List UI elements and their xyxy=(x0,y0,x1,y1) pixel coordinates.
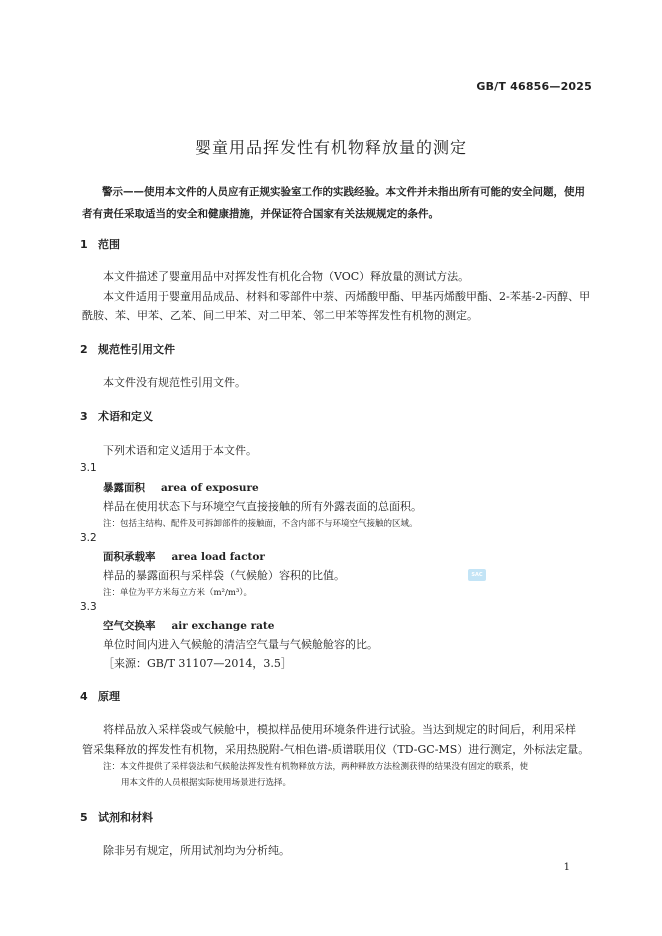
term-heading xyxy=(103,549,265,564)
watermark-logo: SAC xyxy=(468,569,486,581)
scope-paragraph-1: 本文件描述了婴童用品中对挥发性有机化合物（VOC）释放量的测试方法。 xyxy=(103,270,470,283)
term-definition: 样品的暴露面积与采样袋（气候舱）容积的比值。 xyxy=(103,569,345,582)
term-note: 注：包括主结构、配件及可拆卸部件的接触面，不含内部不与环境空气接触的区域。 xyxy=(103,519,418,529)
reagents-paragraph: 除非另有规定，所用试剂均为分析纯。 xyxy=(103,844,290,857)
principle-note-line-1: 注：本文件提供了采样袋法和气候舱法挥发性有机物释放方法，两种释放方法检测获得的结果没有固定的联系，使 xyxy=(103,762,529,772)
term-note: 注：单位为平方米每立方米（m²/m³）。 xyxy=(103,588,253,598)
section-heading-reagents xyxy=(80,809,153,825)
section-title: 范围 xyxy=(98,238,120,251)
term-name-zh: 暴露面积 xyxy=(103,482,145,494)
section-number: 1 xyxy=(80,238,88,251)
term-number: 3.1 xyxy=(80,462,97,474)
section-title: 试剂和材料 xyxy=(98,811,153,824)
term-name-en: air exchange rate xyxy=(171,620,275,632)
principle-note-line-2: 用本文件的人员根据实际使用场景进行选择。 xyxy=(121,778,292,788)
page-number: 1 xyxy=(563,862,570,873)
section-title: 术语和定义 xyxy=(98,410,153,423)
scope-paragraph-2-line-2: 酰胺、苯、甲苯、乙苯、间二甲苯、对二甲苯、邻二甲苯等挥发性有机物的测定。 xyxy=(82,309,478,322)
term-name-en: area of exposure xyxy=(161,482,259,494)
standard-number: GB/T 46856—2025 xyxy=(476,80,592,93)
section-heading-normative-references xyxy=(80,341,175,357)
section-title: 原理 xyxy=(98,690,120,703)
section-title: 规范性引用文件 xyxy=(98,343,175,356)
principle-paragraph-line-2: 管采集释放的挥发性有机物，采用热脱附-气相色谱-质谱联用仪（TD-GC-MS）进行测定，外标法定量。 xyxy=(82,743,590,756)
term-source: ［来源：GB/T 31107—2014，3.5］ xyxy=(103,657,292,670)
document-title: 婴童用品挥发性有机物释放量的测定 xyxy=(194,138,467,157)
section-heading-scope xyxy=(80,236,120,252)
scope-paragraph-2-line-1: 本文件适用于婴童用品成品、材料和零部件中萘、丙烯酸甲酯、甲基丙烯酸甲酯、2-苯基-2-丙醇、甲 xyxy=(103,290,591,303)
term-heading xyxy=(103,618,274,633)
term-name-zh: 空气交换率 xyxy=(103,620,156,632)
section-number: 4 xyxy=(80,690,88,703)
section-number: 3 xyxy=(80,410,88,423)
section-number: 5 xyxy=(80,811,88,824)
warning-paragraph xyxy=(82,181,592,225)
terms-intro-paragraph: 下列术语和定义适用于本文件。 xyxy=(103,444,257,457)
references-paragraph: 本文件没有规范性引用文件。 xyxy=(103,376,246,389)
section-heading-principle xyxy=(80,688,120,704)
term-heading xyxy=(103,480,259,495)
term-name-en: area load factor xyxy=(171,551,265,563)
section-number: 2 xyxy=(80,343,88,356)
principle-paragraph-line-1: 将样品放入采样袋或气候舱中，模拟样品使用环境条件进行试验。当达到规定的时间后，利用采样 xyxy=(103,723,576,736)
warning-text: 警示——使用本文件的人员应有正规实验室工作的实践经验。本文件并未指出所有可能的安全问题，使用者有责任采取适当的安全和健康措施，并保证符合国家有关法规规定的条件。 xyxy=(82,186,585,220)
term-name-zh: 面积承载率 xyxy=(103,551,156,563)
section-heading-terms xyxy=(80,408,153,424)
term-number: 3.3 xyxy=(80,601,97,613)
term-definition: 样品在使用状态下与环境空气直接接触的所有外露表面的总面积。 xyxy=(103,500,422,513)
term-number: 3.2 xyxy=(80,532,97,544)
term-definition: 单位时间内进入气候舱的清洁空气量与气候舱舱容的比。 xyxy=(103,638,378,651)
